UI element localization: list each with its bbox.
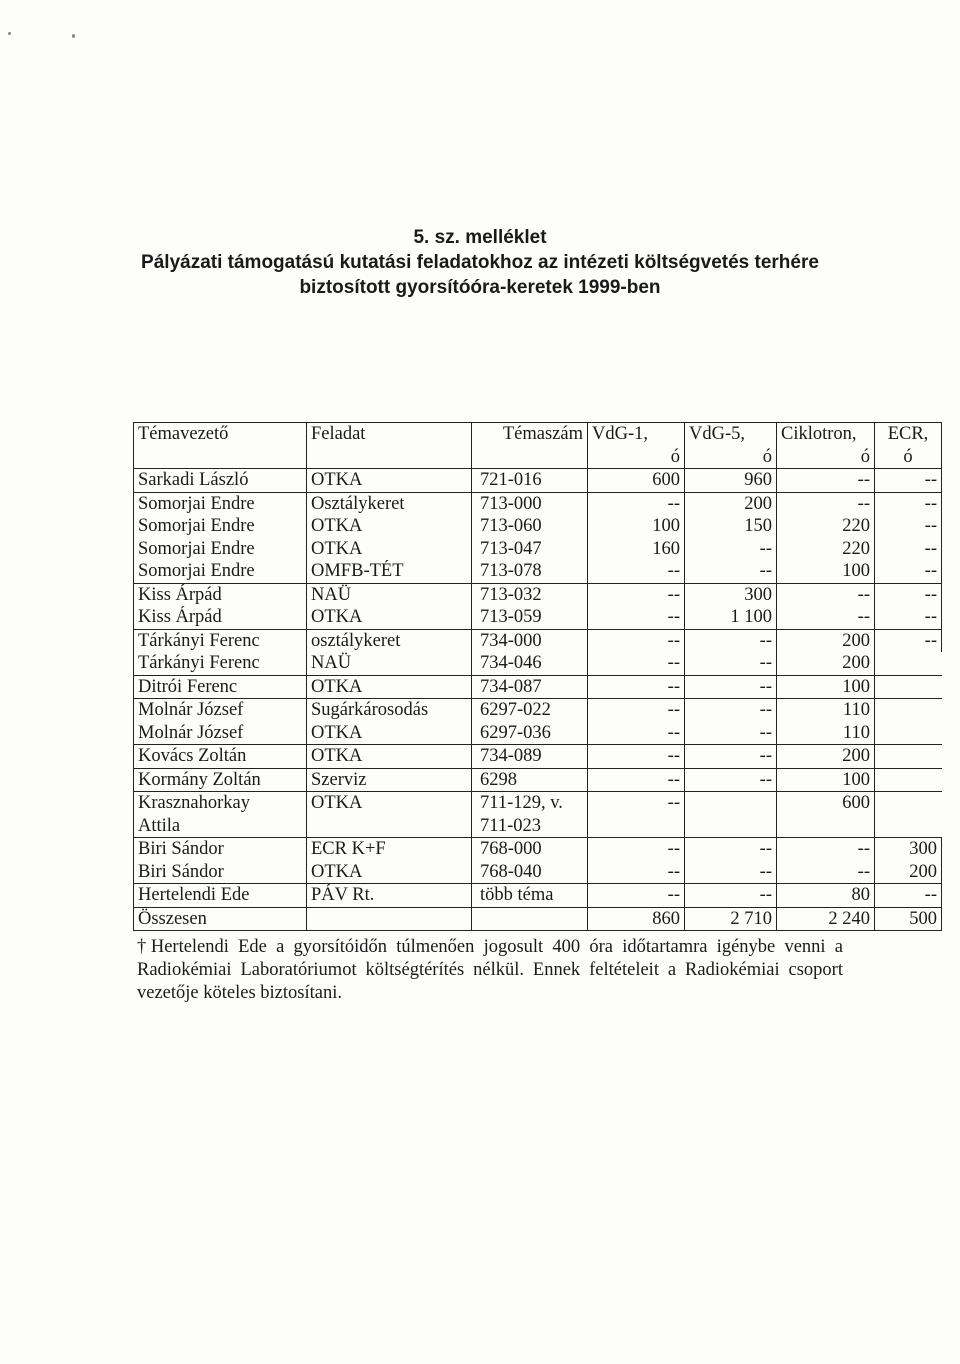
cell-ecr (875, 722, 942, 745)
cell-ecr: -- (875, 492, 942, 515)
cell-feladat: OTKA (307, 722, 472, 745)
table-row (134, 538, 942, 561)
cell-ciklotron: 110 (777, 722, 875, 745)
table-row (134, 492, 942, 515)
cell-temaszam: 6297-036 (472, 722, 588, 745)
cell-temavezeto: Tárkányi Ferenc (134, 652, 307, 675)
cell-ciklotron: -- (777, 583, 875, 606)
cell-ciklotron: 100 (777, 560, 875, 583)
document-heading (0, 225, 960, 300)
cell-temavezeto: Molnár József (134, 699, 307, 722)
table-row (134, 745, 942, 769)
cell-feladat: PÁV Rt. (307, 884, 472, 908)
table-row (134, 815, 942, 838)
cell-temaszam: 768-040 (472, 861, 588, 884)
cell-ciklotron: 600 (777, 792, 875, 815)
cell-ecr: -- (875, 606, 942, 629)
cell-ecr: -- (875, 583, 942, 606)
document-title: Pályázati támogatású kutatási feladatokhoz az intézeti költségvetés terhére (141, 252, 819, 273)
cell-feladat: ECR K+F (307, 838, 472, 861)
cell-vdg1 (588, 815, 685, 838)
cell-vdg1: -- (588, 722, 685, 745)
cell-temavezeto: Biri Sándor (134, 838, 307, 861)
header-ciklotron: Ciklotron, ó (777, 423, 875, 469)
header-vdg5: VdG-5, ó (685, 423, 777, 469)
cell-vdg1: -- (588, 583, 685, 606)
document-subtitle: biztosított gyorsítóóra-keretek 1999-ben (299, 277, 661, 298)
scan-speck (72, 34, 75, 38)
cell-temavezeto: Kovács Zoltán (134, 745, 307, 769)
cell-temaszam: 734-087 (472, 675, 588, 699)
cell-ciklotron: 80 (777, 884, 875, 908)
cell-temaszam: 768-000 (472, 838, 588, 861)
cell-ecr (875, 768, 942, 792)
cell-temavezeto: Kiss Árpád (134, 606, 307, 629)
cell-vdg5: -- (685, 838, 777, 861)
cell-vdg1: -- (588, 745, 685, 769)
appendix-number: 5. sz. melléklet (413, 227, 547, 248)
cell-temavezeto: Somorjai Endre (134, 515, 307, 538)
cell-vdg5: 960 (685, 469, 777, 493)
total-ciklotron: 2 240 (777, 907, 875, 931)
total-vdg1: 860 (588, 907, 685, 931)
total-temavezeto: Összesen (134, 907, 307, 931)
cell-ciklotron: -- (777, 469, 875, 493)
cell-ciklotron: 110 (777, 699, 875, 722)
cell-feladat: OTKA (307, 792, 472, 815)
table-row (134, 722, 942, 745)
cell-temaszam: 6297-022 (472, 699, 588, 722)
cell-temaszam: 713-000 (472, 492, 588, 515)
cell-temaszam: 711-129, v. (472, 792, 588, 815)
cell-temavezeto: Biri Sándor (134, 861, 307, 884)
cell-ciklotron: 220 (777, 515, 875, 538)
cell-ciklotron: 100 (777, 675, 875, 699)
cell-ciklotron: -- (777, 492, 875, 515)
cell-ecr: -- (875, 884, 942, 908)
cell-temavezeto: Tárkányi Ferenc (134, 629, 307, 652)
cell-vdg5: 150 (685, 515, 777, 538)
cell-temaszam: 711-023 (472, 815, 588, 838)
cell-temaszam: 713-078 (472, 560, 588, 583)
header-vdg1: VdG-1, ó (588, 423, 685, 469)
cell-vdg5 (685, 815, 777, 838)
cell-ciklotron: 200 (777, 745, 875, 769)
table-row (134, 838, 942, 861)
cell-ecr: 300 (875, 838, 942, 861)
cell-temaszam: több téma (472, 884, 588, 908)
cell-ecr: -- (875, 629, 942, 652)
cell-vdg5 (685, 792, 777, 815)
header-ecr: ECR, ó (875, 423, 942, 469)
cell-temaszam: 713-060 (472, 515, 588, 538)
cell-temavezeto: Somorjai Endre (134, 492, 307, 515)
cell-vdg1: -- (588, 492, 685, 515)
total-row (134, 907, 942, 931)
total-ecr: 500 (875, 907, 942, 931)
cell-temavezeto: Krasznahorkay (134, 792, 307, 815)
table-row (134, 469, 942, 493)
cell-temavezeto: Hertelendi Ede (134, 884, 307, 908)
cell-vdg5: -- (685, 538, 777, 561)
table-row (134, 515, 942, 538)
cell-ecr: -- (875, 469, 942, 493)
table-row (134, 652, 942, 675)
cell-feladat (307, 815, 472, 838)
cell-ecr: 200 (875, 861, 942, 884)
cell-vdg1: -- (588, 629, 685, 652)
table-row (134, 560, 942, 583)
cell-temavezeto: Sarkadi László (134, 469, 307, 493)
cell-ecr: -- (875, 515, 942, 538)
cell-ciklotron: 100 (777, 768, 875, 792)
cell-ecr: -- (875, 538, 942, 561)
cell-vdg1: -- (588, 861, 685, 884)
cell-vdg5: 200 (685, 492, 777, 515)
cell-ecr (875, 745, 942, 769)
cell-vdg5: -- (685, 652, 777, 675)
cell-feladat: OTKA (307, 469, 472, 493)
cell-ecr (875, 815, 942, 838)
cell-feladat: OTKA (307, 538, 472, 561)
cell-vdg1: -- (588, 560, 685, 583)
cell-vdg1: 600 (588, 469, 685, 493)
cell-feladat: OTKA (307, 606, 472, 629)
cell-vdg5: -- (685, 722, 777, 745)
cell-vdg5: -- (685, 745, 777, 769)
cell-temavezeto: Ditrói Ferenc (134, 675, 307, 699)
cell-vdg1: 100 (588, 515, 685, 538)
cell-temaszam: 713-032 (472, 583, 588, 606)
cell-ecr (875, 675, 942, 699)
cell-vdg1: 160 (588, 538, 685, 561)
cell-ciklotron: 220 (777, 538, 875, 561)
total-vdg5: 2 710 (685, 907, 777, 931)
cell-temaszam: 713-059 (472, 606, 588, 629)
table-header-row (134, 423, 942, 469)
cell-vdg5: 1 100 (685, 606, 777, 629)
cell-temaszam: 713-047 (472, 538, 588, 561)
cell-feladat: Szerviz (307, 768, 472, 792)
cell-temaszam: 734-000 (472, 629, 588, 652)
cell-vdg5: -- (685, 699, 777, 722)
table-row (134, 884, 942, 908)
cell-feladat: NAÜ (307, 583, 472, 606)
cell-vdg1: -- (588, 792, 685, 815)
cell-vdg5: -- (685, 560, 777, 583)
table-row (134, 583, 942, 606)
cell-vdg5: 300 (685, 583, 777, 606)
header-temaszam: Témaszám (472, 423, 588, 469)
table-row (134, 629, 942, 652)
cell-feladat: OTKA (307, 515, 472, 538)
cell-vdg5: -- (685, 768, 777, 792)
cell-ciklotron: -- (777, 838, 875, 861)
table-row (134, 792, 942, 815)
total-temaszam (472, 907, 588, 931)
cell-ciklotron: 200 (777, 652, 875, 675)
cell-feladat: OTKA (307, 675, 472, 699)
cell-vdg1: -- (588, 768, 685, 792)
cell-ecr: -- (875, 560, 942, 583)
cell-ecr (875, 652, 942, 675)
cell-vdg5: -- (685, 861, 777, 884)
cell-feladat: OTKA (307, 861, 472, 884)
table-row (134, 606, 942, 629)
cell-temaszam: 734-089 (472, 745, 588, 769)
header-feladat: Feladat (307, 423, 472, 469)
cell-vdg5: -- (685, 884, 777, 908)
scan-speck (8, 32, 11, 35)
cell-feladat: NAÜ (307, 652, 472, 675)
cell-temavezeto: Somorjai Endre (134, 538, 307, 561)
cell-temaszam: 734-046 (472, 652, 588, 675)
cell-feladat: Sugárkárosodás (307, 699, 472, 722)
cell-ciklotron (777, 815, 875, 838)
cell-ciklotron: 200 (777, 629, 875, 652)
cell-vdg1: -- (588, 699, 685, 722)
cell-vdg5: -- (685, 675, 777, 699)
cell-vdg1: -- (588, 838, 685, 861)
cell-vdg1: -- (588, 675, 685, 699)
cell-temaszam: 721-016 (472, 469, 588, 493)
table-row (134, 675, 942, 699)
allocation-table (133, 422, 942, 931)
footnote: †Hertelendi Ede a gyorsítóidőn túlmenően jogosult 400 óra időtartamra igénybe venni a Radiokémiai Laboratóriumot költségtérítés nélkül. Ennek feltételeit a Radiokémiai csoport vezetője köteles biztosítani. (137, 937, 843, 1003)
cell-ciklotron: -- (777, 861, 875, 884)
cell-vdg1: -- (588, 606, 685, 629)
cell-feladat: OMFB-TÉT (307, 560, 472, 583)
cell-ciklotron: -- (777, 606, 875, 629)
cell-ecr (875, 699, 942, 722)
table-row (134, 699, 942, 722)
cell-temavezeto: Somorjai Endre (134, 560, 307, 583)
cell-temavezeto: Kormány Zoltán (134, 768, 307, 792)
table-row (134, 861, 942, 884)
cell-vdg1: -- (588, 652, 685, 675)
cell-feladat: OTKA (307, 745, 472, 769)
cell-temaszam: 6298 (472, 768, 588, 792)
cell-vdg1: -- (588, 884, 685, 908)
header-temavezeto: Témavezető (134, 423, 307, 469)
cell-feladat: Osztálykeret (307, 492, 472, 515)
cell-vdg5: -- (685, 629, 777, 652)
cell-temavezeto: Molnár József (134, 722, 307, 745)
cell-temavezeto: Kiss Árpád (134, 583, 307, 606)
cell-ecr (875, 792, 942, 815)
table-row (134, 768, 942, 792)
total-feladat (307, 907, 472, 931)
cell-temavezeto: Attila (134, 815, 307, 838)
cell-feladat: osztálykeret (307, 629, 472, 652)
